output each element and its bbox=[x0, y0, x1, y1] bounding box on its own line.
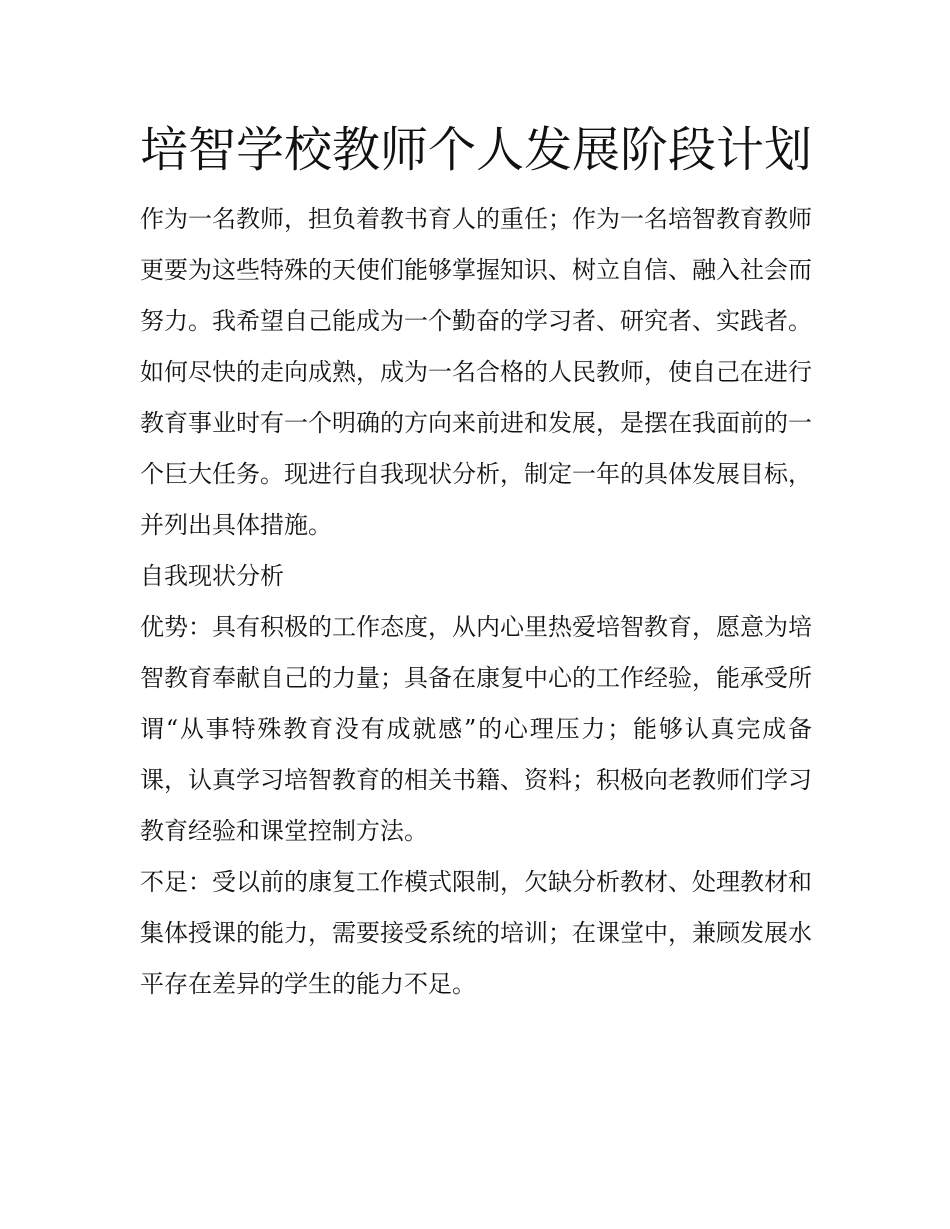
document-page bbox=[140, 112, 812, 1010]
weaknesses-paragraph: 不足：受以前的康复工作模式限制，欠缺分析教材、处理教材和集体授课的能力，需要接受系统的培训；在课堂中，兼顾发展水平存在差异的学生的能力不足。 bbox=[140, 868, 812, 998]
intro-paragraph: 作为一名教师，担负着教书育人的重任；作为一名培智教育教师更要为这些特殊的天使们能够掌握知识、树立自信、融入社会而努力。我希望自己能成为一个勤奋的学习者、研究者、实践者。如何尽快的走向成熟，成为一名合格的人民教师，使自己在进行教育事业时有一个明确的方向来前进和发展，是摆在我面前的一个巨大任务。现进行自我现状分析，制定一年的具体发展目标，并列出具体措施。 bbox=[140, 205, 812, 539]
page-title: 培智学校教师个人发展阶段计划 bbox=[140, 122, 813, 178]
section-heading-self-analysis: 自我现状分析 bbox=[140, 562, 284, 590]
title-block bbox=[140, 112, 812, 188]
strengths-paragraph: 优势：具有积极的工作态度，从内心里热爱培智教育，愿意为培智教育奉献自己的力量；具备在康复中心的工作经验，能承受所谓“从事特殊教育没有成就感”的心理压力；能够认真完成备课，认真学习培智教育的相关书籍、资料；积极向老教师们学习教育经验和课堂控制方法。 bbox=[140, 613, 812, 845]
